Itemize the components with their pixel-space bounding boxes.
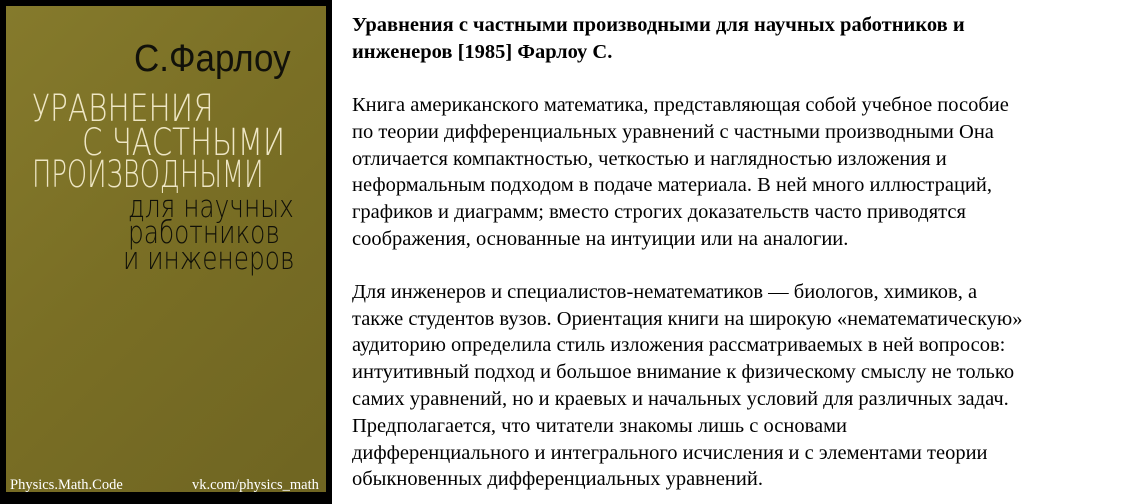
book-cover bbox=[6, 6, 326, 492]
paragraph-line: также студентов вузов. Ориентация книги на широкую «нематематическую» bbox=[352, 307, 1023, 330]
paragraph-line: самих уравнений, но и краевых и начальных условий для различных задач. bbox=[352, 387, 1009, 410]
book-title-line: Уравнения с частными производными для научных работников и bbox=[352, 14, 965, 36]
cover-subtitle-line-2: работников bbox=[128, 215, 280, 251]
paragraph-line: соображения, основанные на интуиции или на аналогии. bbox=[352, 227, 849, 250]
paragraph-line: интуитивный подход и большое внимание к физическому смыслу не только bbox=[352, 361, 1015, 384]
paragraph-line: Для инженеров и специалистов-нематематиков — биологов, химиков, а bbox=[352, 280, 978, 303]
cover-title-line-3: ПРОИЗВОДНЫМИ bbox=[32, 153, 264, 196]
cover-subtitle-line-1: для научных bbox=[128, 189, 294, 225]
cover-author: С.Фарлоу bbox=[134, 38, 291, 80]
description-paragraph-1 bbox=[352, 92, 1142, 253]
paragraph-line: отличается компактностью, четкостью и наглядностью изложения и bbox=[352, 147, 947, 170]
cover-title-line-2: С ЧАСТНЫМИ bbox=[82, 121, 286, 164]
book-title bbox=[352, 12, 1142, 66]
paragraph-line: Книга американского математика, представляющая собой учебное пособие bbox=[352, 94, 1009, 116]
cover-subtitle-line-3: и инженеров bbox=[123, 241, 295, 277]
description-paragraph-2 bbox=[352, 279, 1142, 493]
paragraph-line: аудиторию определила стиль изложения рассматриваемых в ней вопросов: bbox=[352, 334, 1006, 357]
paragraph-line: по теории дифференциальных уравнений с частными производными Она bbox=[352, 120, 994, 143]
paragraph-line: графиков и диаграмм; вместо строгих доказательств часто приводятся bbox=[352, 201, 966, 224]
paragraph-line: неформальным подходом в подаче материала. В ней много иллюстраций, bbox=[352, 174, 992, 197]
cover-footer-left: Physics.Math.Code bbox=[10, 477, 123, 492]
book-cover-frame bbox=[0, 0, 332, 504]
cover-footer-right: vk.com/physics_math bbox=[192, 477, 319, 492]
book-description bbox=[352, 12, 1142, 493]
paragraph-line: Предполагается, что читатели знакомы лишь с основами bbox=[352, 414, 848, 437]
paragraph-line: обыкновенных дифференциальных уравнений. bbox=[352, 468, 763, 491]
cover-title-line-1: УРАВНЕНИЯ bbox=[32, 87, 214, 130]
book-title-line: инженеров [1985] Фарлоу С. bbox=[352, 41, 613, 63]
paragraph-line: дифференциального и интегрального исчисления и с элементами теории bbox=[352, 441, 988, 464]
